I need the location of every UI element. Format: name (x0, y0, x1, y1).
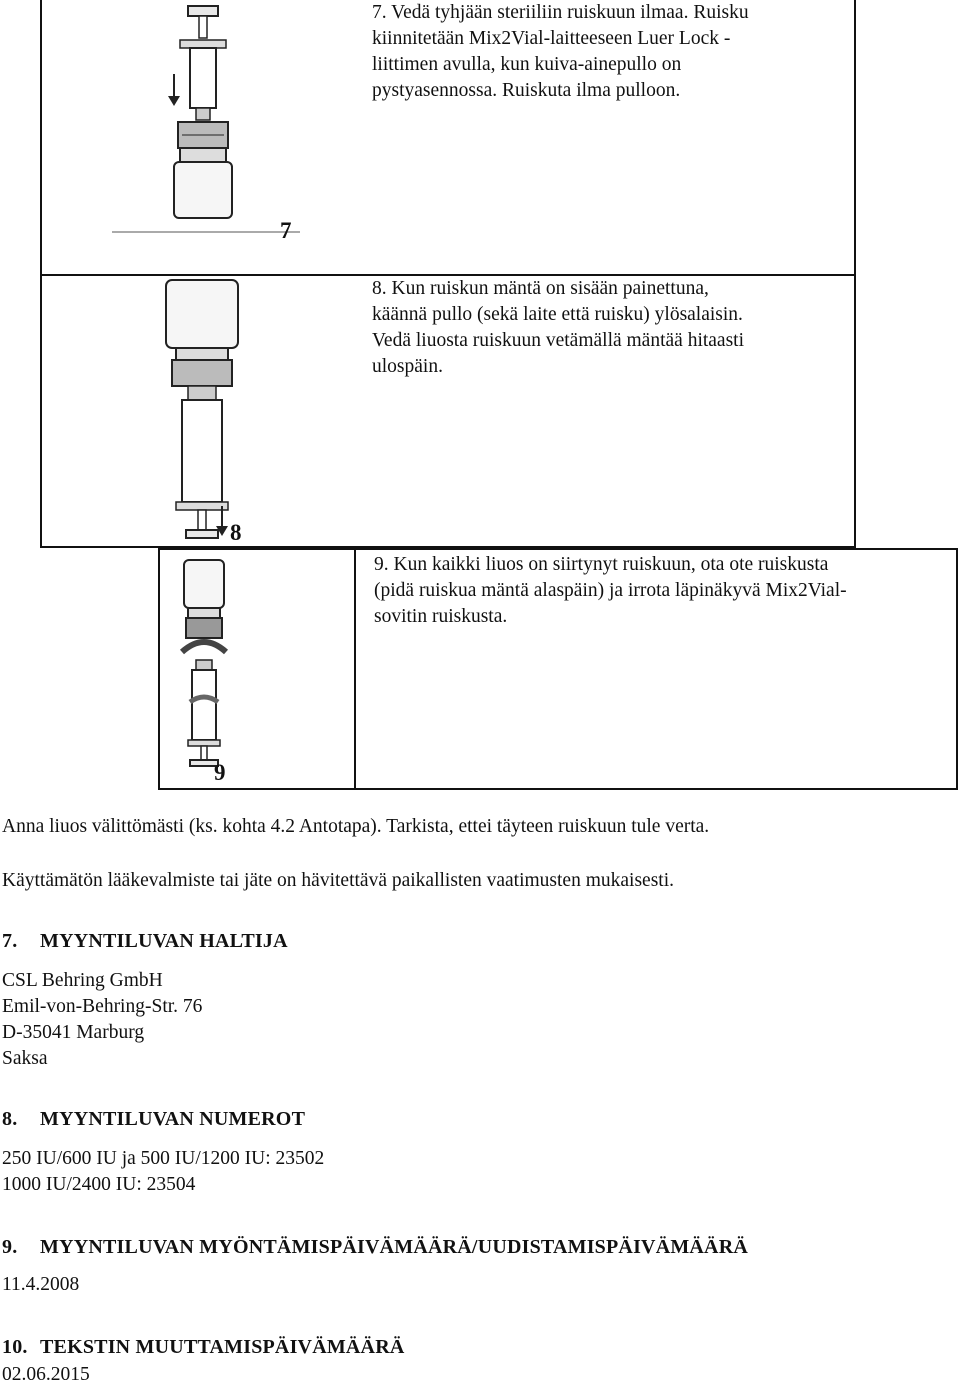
step-7-text: 7. Vedä tyhjään steriiliin ruiskuun ilmaa. Ruisku kiinnitetään Mix2Vial-laitteeseen Luer Lock - liittimen avulla, kun kuiva-ainepullo on pystyasennossa. Ruiskuta ilma pulloon. (372, 2, 749, 101)
section-10-number: 10. (2, 1336, 28, 1358)
section-10-heading (2, 1336, 405, 1359)
step-9-text: 9. Kun kaikki liuos on siirtynyt ruiskuun, ota ote ruiskusta (pidä ruiskua mäntä alaspäin) ja irrota läpinäkyvä Mix2Vial- sovitin ruiskusta. (374, 554, 847, 627)
section-9-number: 9. (2, 1236, 18, 1258)
section-10-title: TEKSTIN MUUTTAMISPÄIVÄMÄÄRÄ (40, 1336, 405, 1358)
section-7-number: 7. (2, 930, 18, 952)
section-7-heading (2, 930, 288, 953)
section-8-heading (2, 1108, 305, 1131)
section-8-title: MYYNTILUVAN NUMEROT (40, 1108, 306, 1130)
step-7-figure-number: 7 (280, 218, 292, 243)
section-9-heading (2, 1236, 748, 1259)
step-8-inverted-vial-syringe-figure (130, 276, 330, 546)
step-9-detach-syringe-figure (160, 552, 260, 782)
step-7-syringe-vial-figure (100, 0, 320, 240)
step-8-figure-number: 8 (230, 520, 242, 545)
section-8-lines: 250 IU/600 IU ja 500 IU/1200 IU: 23502 1000 IU/2400 IU: 23504 (2, 1148, 325, 1195)
instruction-line-2: Käyttämätön lääkevalmiste tai jäte on hävitettävä paikallisten vaatimusten mukaisesti. (2, 870, 674, 891)
section-7-address: CSL Behring GmbH Emil-von-Behring-Str. 76 D-35041 Marburg Saksa (2, 970, 203, 1069)
section-7-title: MYYNTILUVAN HALTIJA (40, 930, 288, 952)
step-9-figure-number: 9 (214, 760, 226, 785)
section-9-date: 11.4.2008 (2, 1274, 80, 1295)
instruction-line-1: Anna liuos välittömästi (ks. kohta 4.2 Antotapa). Tarkista, ettei täyteen ruiskuun tule verta. (2, 816, 710, 837)
section-9-title: MYYNTILUVAN MYÖNTÄMISPÄIVÄMÄÄRÄ/UUDISTAMISPÄIVÄMÄÄRÄ (40, 1236, 748, 1258)
section-8-number: 8. (2, 1108, 18, 1130)
section-10-date: 02.06.2015 (2, 1364, 90, 1385)
step-8-text: 8. Kun ruiskun mäntä on sisään painettuna, käännä pullo (sekä laite että ruisku) ylösalaisin. Vedä liuosta ruiskuun vetämällä mäntää hitaasti ulospäin. (372, 278, 745, 377)
